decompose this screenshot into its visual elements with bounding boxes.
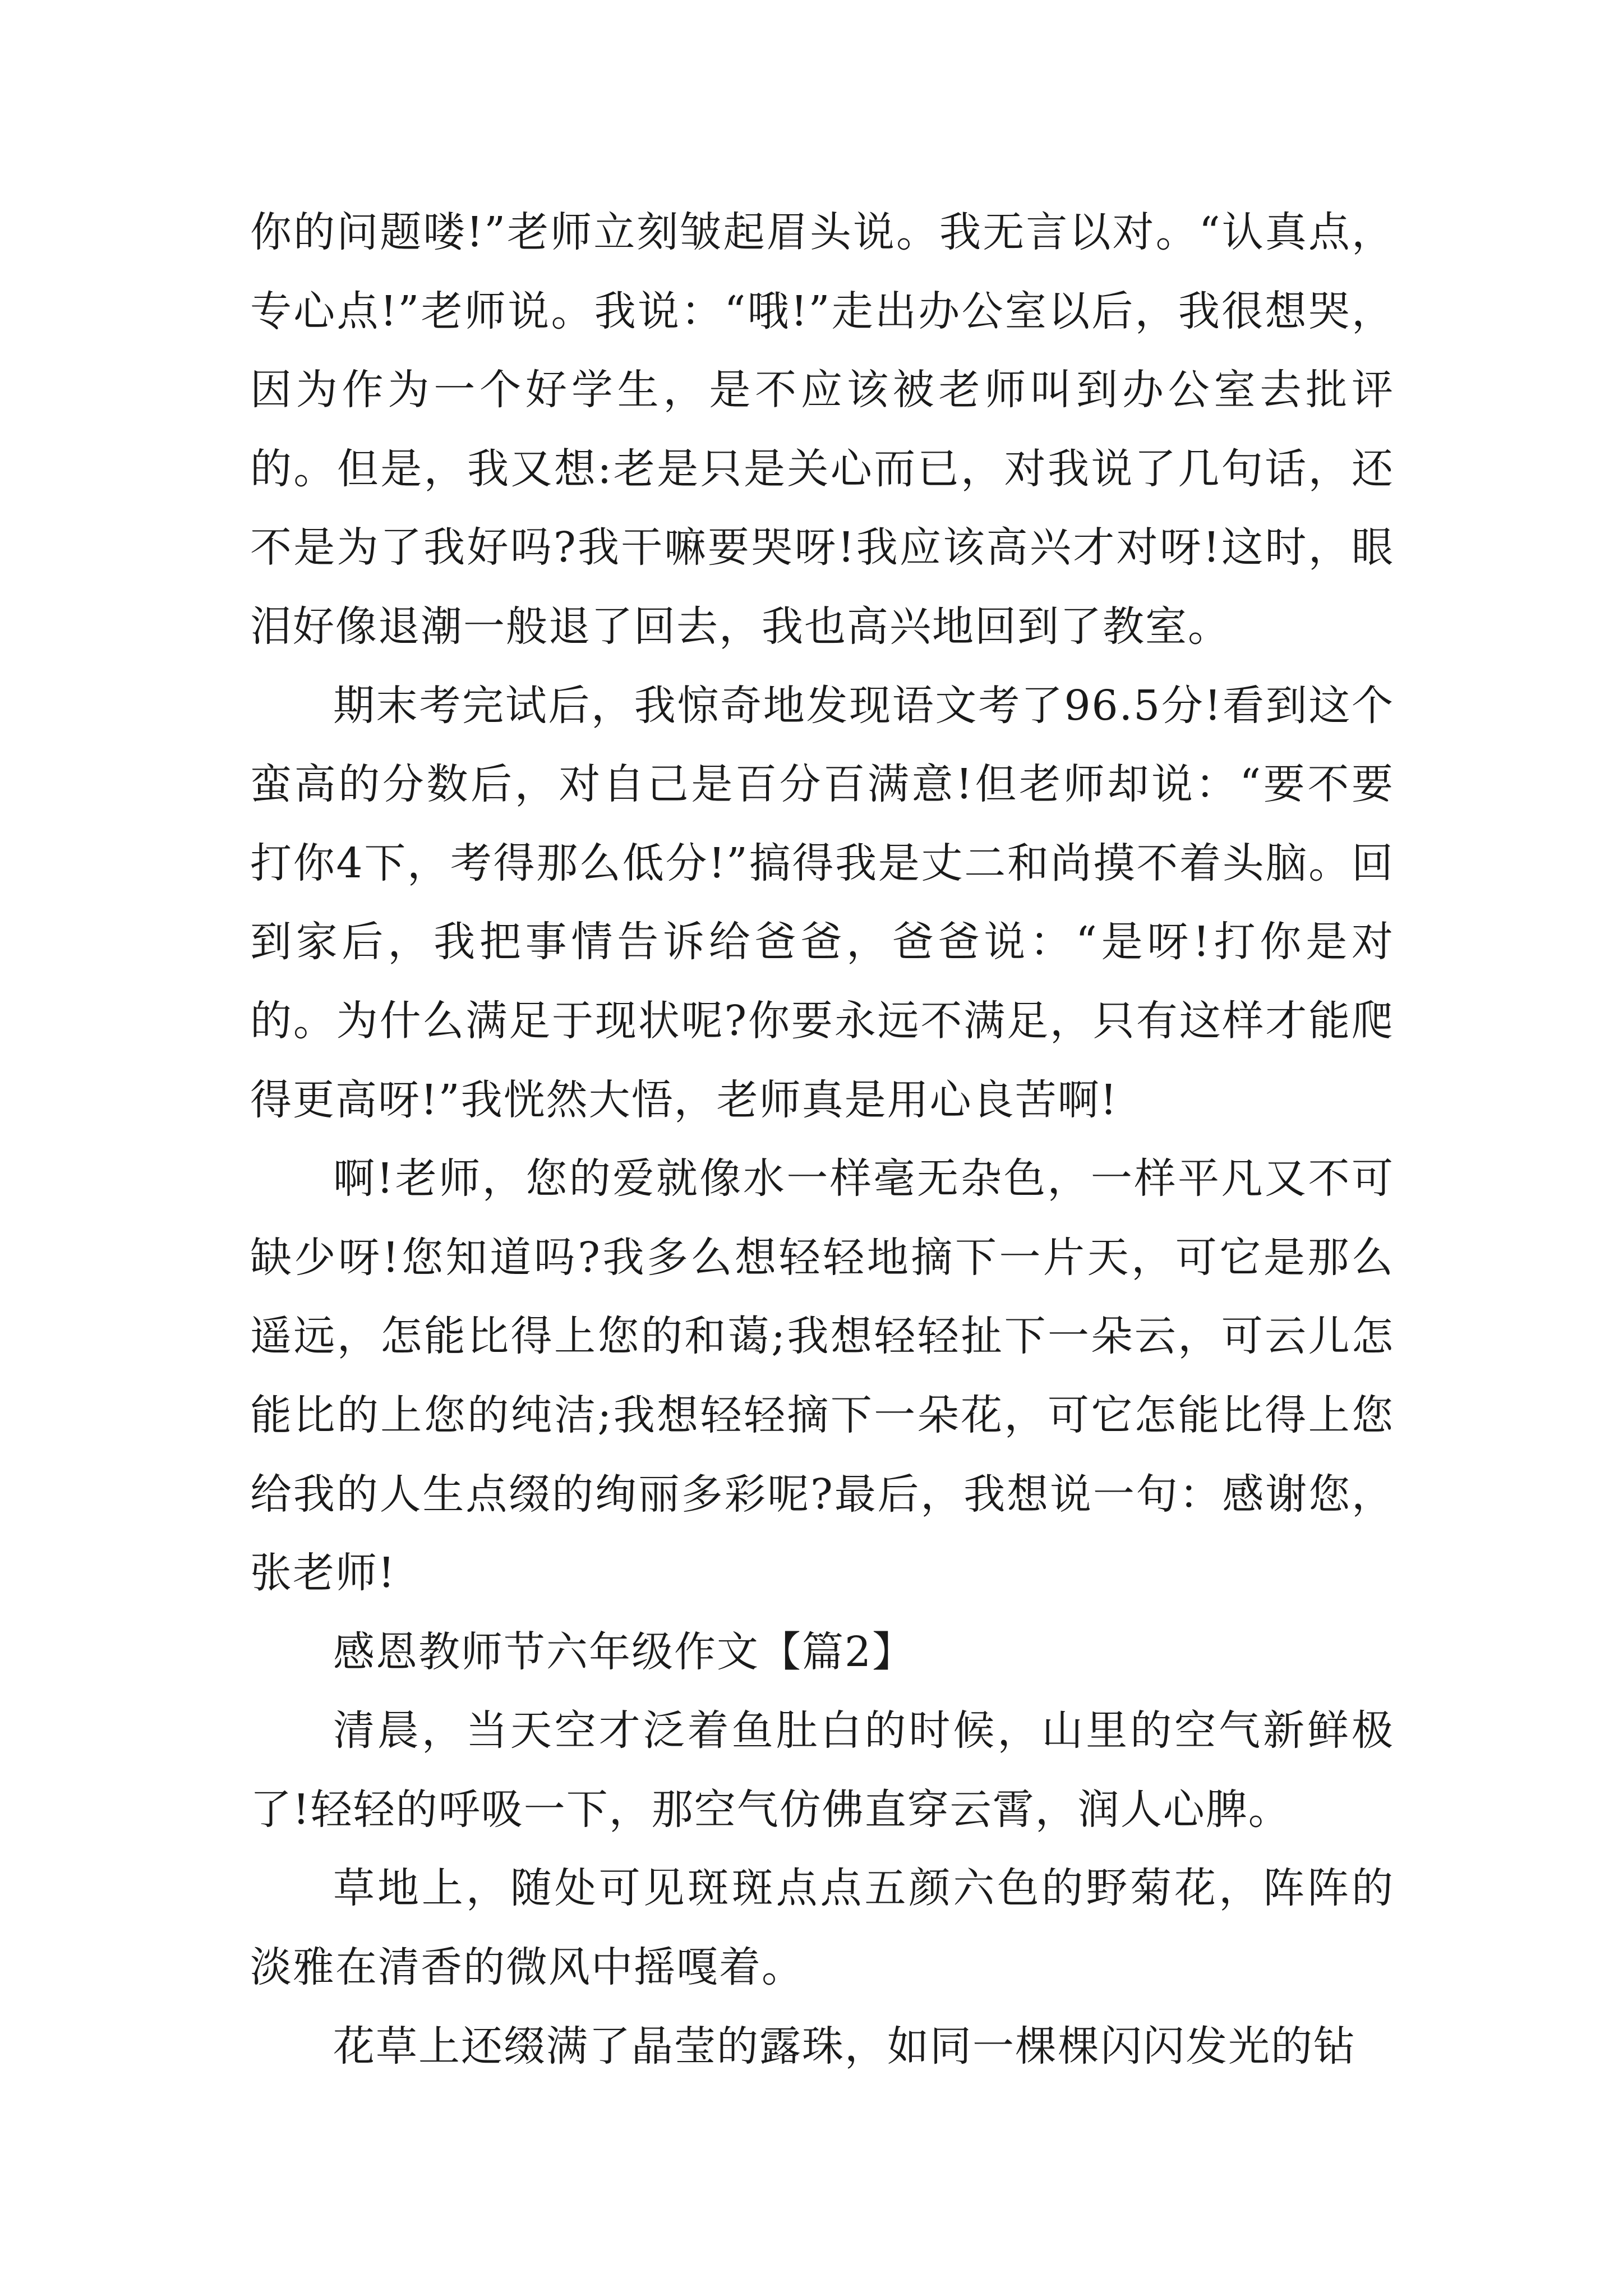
- paragraph-grass: 草地上，随处可见斑斑点点五颜六色的野菊花，阵阵的淡雅在清香的微风中摇嘎着。: [250, 1864, 1394, 1992]
- paragraph-gratitude: 啊!老师，您的爱就像水一样毫无杂色，一样平凡又不可缺少呀!您知道吗?我多么想轻轻地摘下一片天，可它是那么遥远，怎能比得上您的和蔼;我想轻轻扯下一朵云，可云儿怎能比的上您的纯洁;我想轻轻摘下一朵花，可它怎能比得上您给我的人生点缀的绚丽多彩呢?最后，我想说一句：感谢您，张老师!: [250, 1154, 1394, 1598]
- essay-body: [250, 193, 1394, 2086]
- section-heading: 感恩教师节六年级作文【篇2】: [333, 1627, 915, 1676]
- paragraph-continuation: 你的问题喽!”老师立刻皱起眉头说。我无言以对。“认真点，专心点!”老师说。我说：“哦!”走出办公室以后，我很想哭，因为作为一个好学生，是不应该被老师叫到办公室去批评的。但是，我又想:老是只是关心而已，对我说了几句话，还不是为了我好吗?我干嘛要哭呀!我应该高兴才对呀!这时，眼泪好像退潮一般退了回去，我也高兴地回到了教室。: [250, 208, 1394, 651]
- paragraph-exam: 期末考完试后，我惊奇地发现语文考了96.5分!看到这个蛮高的分数后，对自己是百分百满意!但老师却说：“要不要打你4下，考得那么低分!”搞得我是丈二和尚摸不着头脑。回到家后，我把事情告诉给爸爸，爸爸说：“是呀!打你是对的。为什么满足于现状呢?你要永远不满足，只有这样才能爬得更高呀!”我恍然大悟，老师真是用心良苦啊!: [250, 681, 1394, 1124]
- paragraph-dew: 花草上还缀满了晶莹的露珠，如同一棵棵闪闪发光的钻: [333, 2022, 1356, 2070]
- paragraph-morning: 清晨，当天空才泛着鱼肚白的时候，山里的空气新鲜极了!轻轻的呼吸一下，那空气仿佛直穿云霄，润人心脾。: [250, 1706, 1394, 1834]
